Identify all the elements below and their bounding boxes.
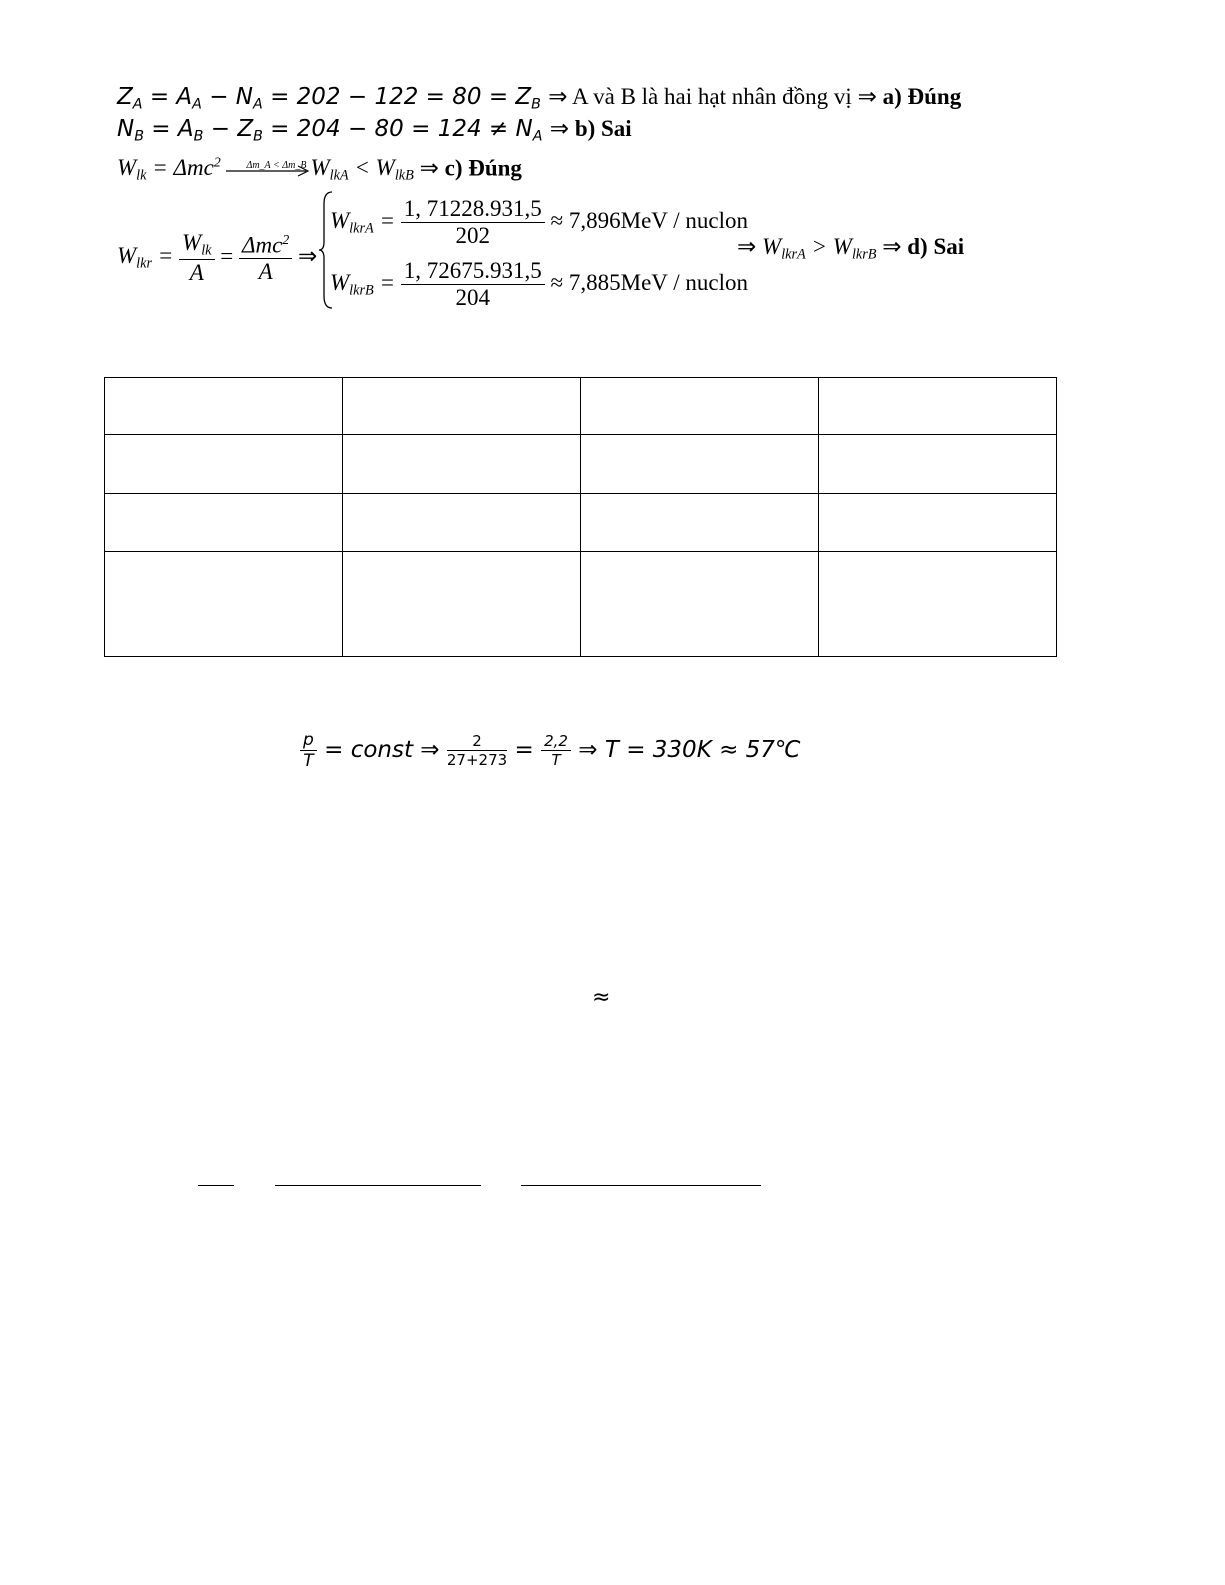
line-a-text: A và B là hai hạt nhân đồng vị ⇒ [572, 84, 877, 109]
frac2-num: 2,2 [541, 732, 571, 751]
denominator-b: 204 [455, 285, 490, 310]
verdict-b: b) Sai [574, 116, 632, 141]
verdict-c: c) Đúng [444, 155, 522, 181]
frac-t: T [303, 751, 314, 771]
line-b [117, 114, 632, 151]
approx-symbol: ≈ [592, 985, 611, 1010]
formula-nb: $N_B = A_B - Z_B = 204 - 80 = 124 \ne N_A$ ⇒ [117, 116, 570, 145]
result-a: ≈ 7,896MeV / nuclon [550, 207, 748, 233]
formula-compare: $W_{lkA} < W_{lkB}$ [310, 155, 414, 184]
verdict-d: d) Sai [907, 234, 965, 259]
table-cell [105, 552, 343, 657]
table-cell [581, 494, 819, 552]
table-row [105, 494, 1057, 552]
table-row [105, 378, 1057, 435]
table-cell [581, 552, 819, 657]
verdict-a: a) Đúng [882, 84, 962, 109]
formula-wlkrb: $W_{lkrB}$ = $\frac{1, 72675.931,5}{204}$ ≈ 7,885MeV / nuclon [330, 258, 748, 310]
table-row [105, 552, 1057, 657]
implies-arrow [226, 160, 310, 180]
answer-table [104, 377, 1057, 657]
frac2-den: T [551, 751, 561, 769]
table-cell [105, 435, 343, 494]
table-cell [105, 494, 343, 552]
table-cell [343, 378, 581, 435]
blank-line-1 [198, 1185, 234, 1186]
table-cell [343, 552, 581, 657]
table-cell [819, 435, 1057, 494]
frac-p: p [300, 730, 317, 751]
formula-wlkr: $W_{lkr}$ = $\frac{W_{lk}}{A}$ = $\frac{\Delta mc^2}{A}$ ⇒ [117, 230, 318, 286]
table-row [105, 435, 1057, 494]
blank-line-2 [275, 1185, 481, 1186]
formula-gas-law: $\frac{p}{T}$ = const ⇒ $\frac{2}{27+273}$ = $\frac{2,2}{T}$ ⇒ T = 330K ≈ 57℃ [300, 730, 801, 771]
formula-wlk: $W_{lk} = \Delta mc^2$ [117, 155, 221, 184]
const-text: = const ⇒ [324, 737, 440, 763]
table-cell [819, 378, 1057, 435]
table-cell [581, 435, 819, 494]
formula-conclusion-d: ⇒ $W_{lkrA} > W_{lkrB}$ ⇒ d) Sai [737, 234, 965, 263]
table-cell [581, 378, 819, 435]
frac1-den: 27+273 [446, 751, 508, 769]
numerator-a: 1, 71228.931,5 [401, 196, 545, 223]
denominator-a: 202 [455, 223, 490, 248]
arrow-condition: Δm_A < Δm_B [246, 159, 307, 171]
table-cell [819, 494, 1057, 552]
table-cell [105, 378, 343, 435]
frac1-num: 2 [447, 732, 507, 751]
arrow-icon [226, 160, 310, 180]
gas-law-result: ⇒ T = 330K ≈ 57℃ [578, 737, 801, 763]
table-cell [819, 552, 1057, 657]
formula-wlkra: $W_{lkrA}$ = $\frac{1, 71228.931,5}{202}$ ≈ 7,896MeV / nuclon [330, 196, 748, 248]
formula-za: $Z_A = A_A - N_A = 202 - 122 = 80 = Z_B$ ⇒ [117, 84, 568, 113]
table-cell [343, 494, 581, 552]
result-b: ≈ 7,885MeV / nuclon [550, 269, 748, 295]
numerator-b: 1, 72675.931,5 [401, 258, 545, 285]
line-c: $W_{lk} = \Delta mc^2$ Δm_A < Δm_B $W_{lkA} < W_{lkB}$ ⇒ c) Đúng [117, 148, 522, 191]
blank-line-3 [521, 1185, 761, 1186]
table-cell [343, 435, 581, 494]
